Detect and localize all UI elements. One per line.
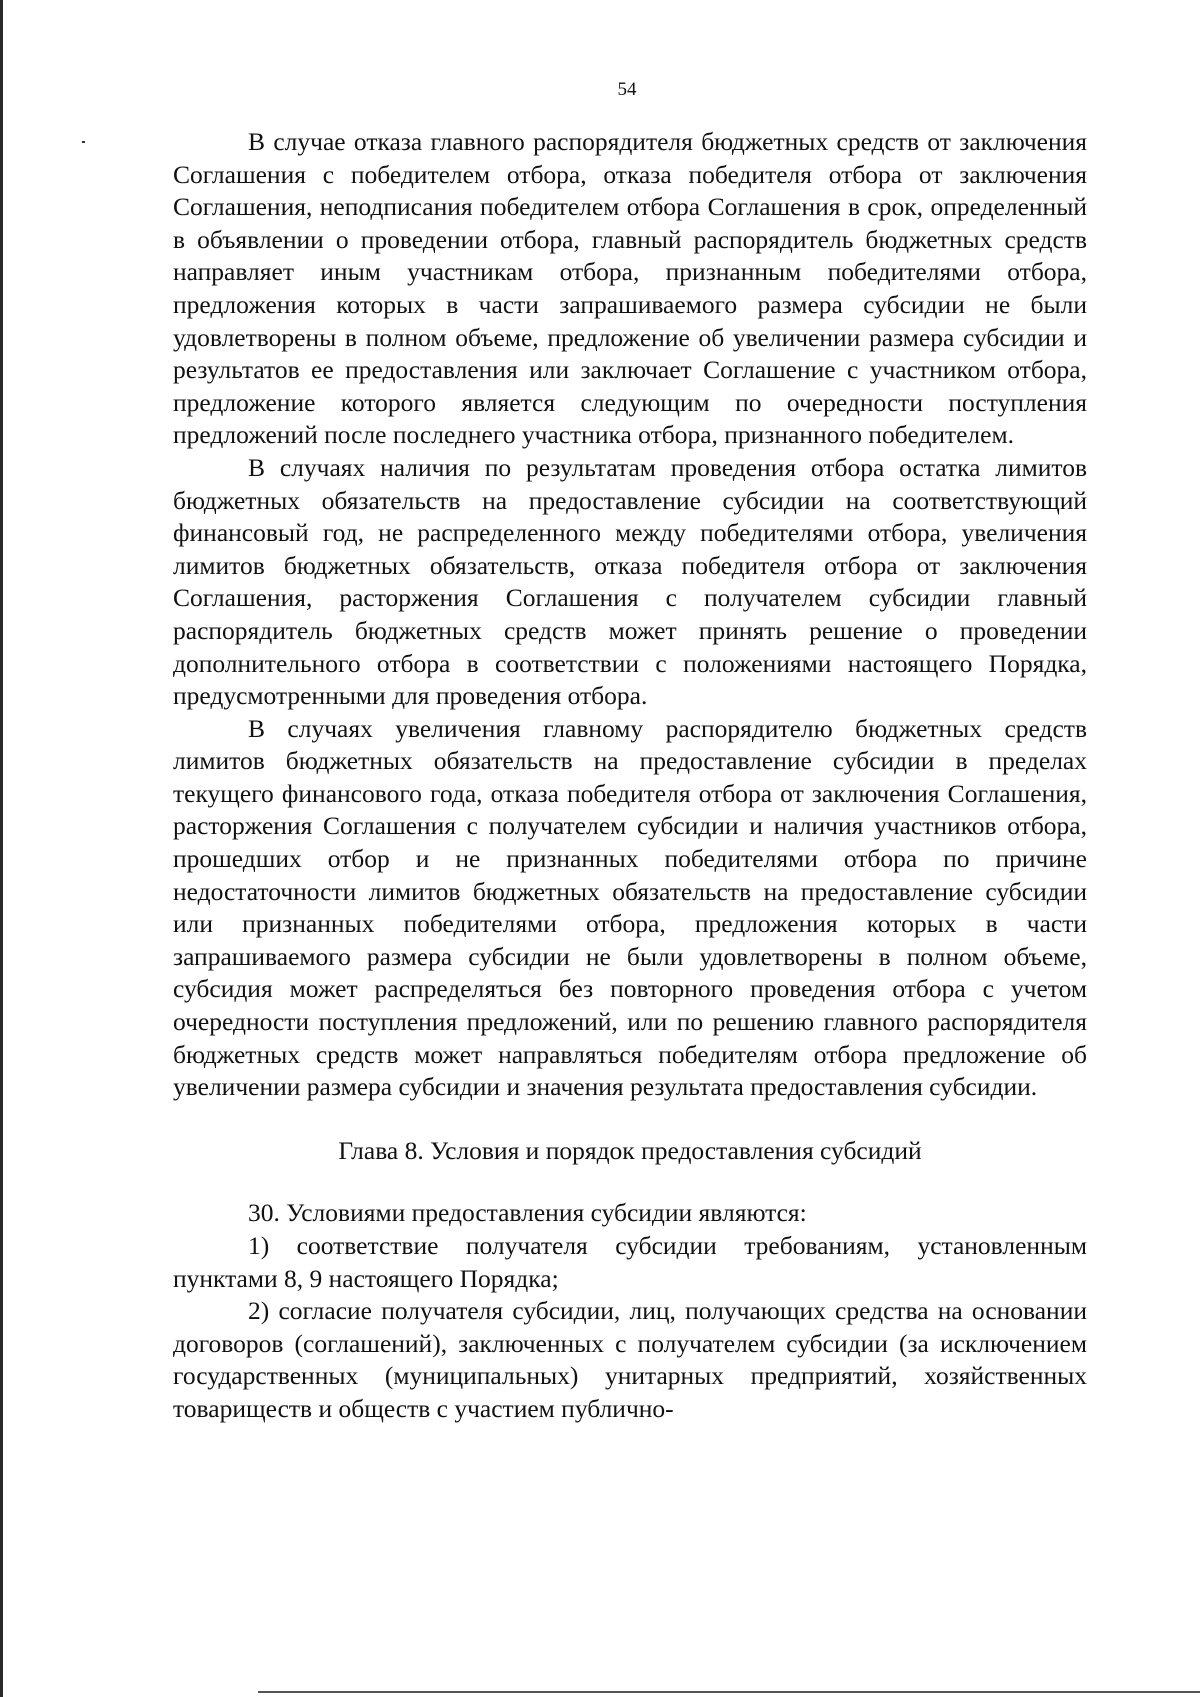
scan-speck (82, 141, 85, 143)
paragraph-remaining-limits: В случаях наличия по результатам проведения отбора остатка лимитов бюджетных обязательств на предоставление субсидии на соответствующий финансовый год, не распределенного между победителями отбора, увеличения лимитов бюджетных обязательств, отказа победителя отбора от заключения Соглашения, расторжения Соглашения с получателем субсидии главный распорядитель бюджетных средств может принять решение о проведении дополнительного отбора в соответствии с положениями настоящего Порядка, предусмотренными для проведения отбора. (173, 452, 1087, 711)
paragraph-clause-30: 30. Условиями предоставления субсидии являются: (248, 1198, 807, 1228)
document-body (173, 126, 1087, 1426)
scan-left-edge (0, 0, 3, 1697)
paragraph-clause-30-item-2: 2) согласие получателя субсидии, лиц, получающих средства на основании договоров (соглашений), заключенных с получателем субсидии (за исключением государственных (муниципальных) унитарных предприятий, хозяйственных товариществ и обществ с участием публично- (173, 1296, 1087, 1423)
page-number: 54 (617, 79, 637, 100)
chapter-heading: Глава 8. Условия и порядок предоставления субсидий (338, 1135, 922, 1165)
paragraph-refusal-agreement: В случае отказа главного распорядителя бюджетных средств от заключения Соглашения с победителем отбора, отказа победителя отбора от заключения Соглашения, неподписания победителем отбора Соглашения в срок, определенный в объявлении о проведении отбора, главный распорядитель бюджетных средств направляет иным участникам отбора, признанным победителями отбора, предложения которых в части запрашиваемого размера субсидии не были удовлетворены в полном объеме, предложение об увеличении размера субсидии и результатов ее предоставления или заключает Соглашение с участником отбора, предложение которого является следующим по очередности поступления предложений после последнего участника отбора, признанного победителем. (173, 127, 1087, 450)
paragraph-limit-increase: В случаях увеличения главному распорядителю бюджетных средств лимитов бюджетных обязательств на предоставление субсидии в пределах текущего финансового года, отказа победителя отбора от заключения Соглашения, расторжения Соглашения с получателем субсидии и наличия участников отбора, прошедших отбор и не признанных победителями отбора по причине недостаточности лимитов бюджетных обязательств на предоставление субсидии или признанных победителями отбора, предложения которых в части запрашиваемого размера субсидии не были удовлетворены в полном объеме, субсидия может распределяться без повторного проведения отбора с учетом очередности поступления предложений, или по решению главного распорядителя бюджетных средств может направляться победителям отбора предложение об увеличении размера субсидии и значения результата предоставления субсидии. (173, 713, 1087, 1102)
paragraph-clause-30-item-1: 1) соответствие получателя субсидии требованиям, установленным пунктами 8, 9 настоящего Порядка; (173, 1231, 1087, 1293)
scan-bottom-edge (258, 1691, 1200, 1693)
